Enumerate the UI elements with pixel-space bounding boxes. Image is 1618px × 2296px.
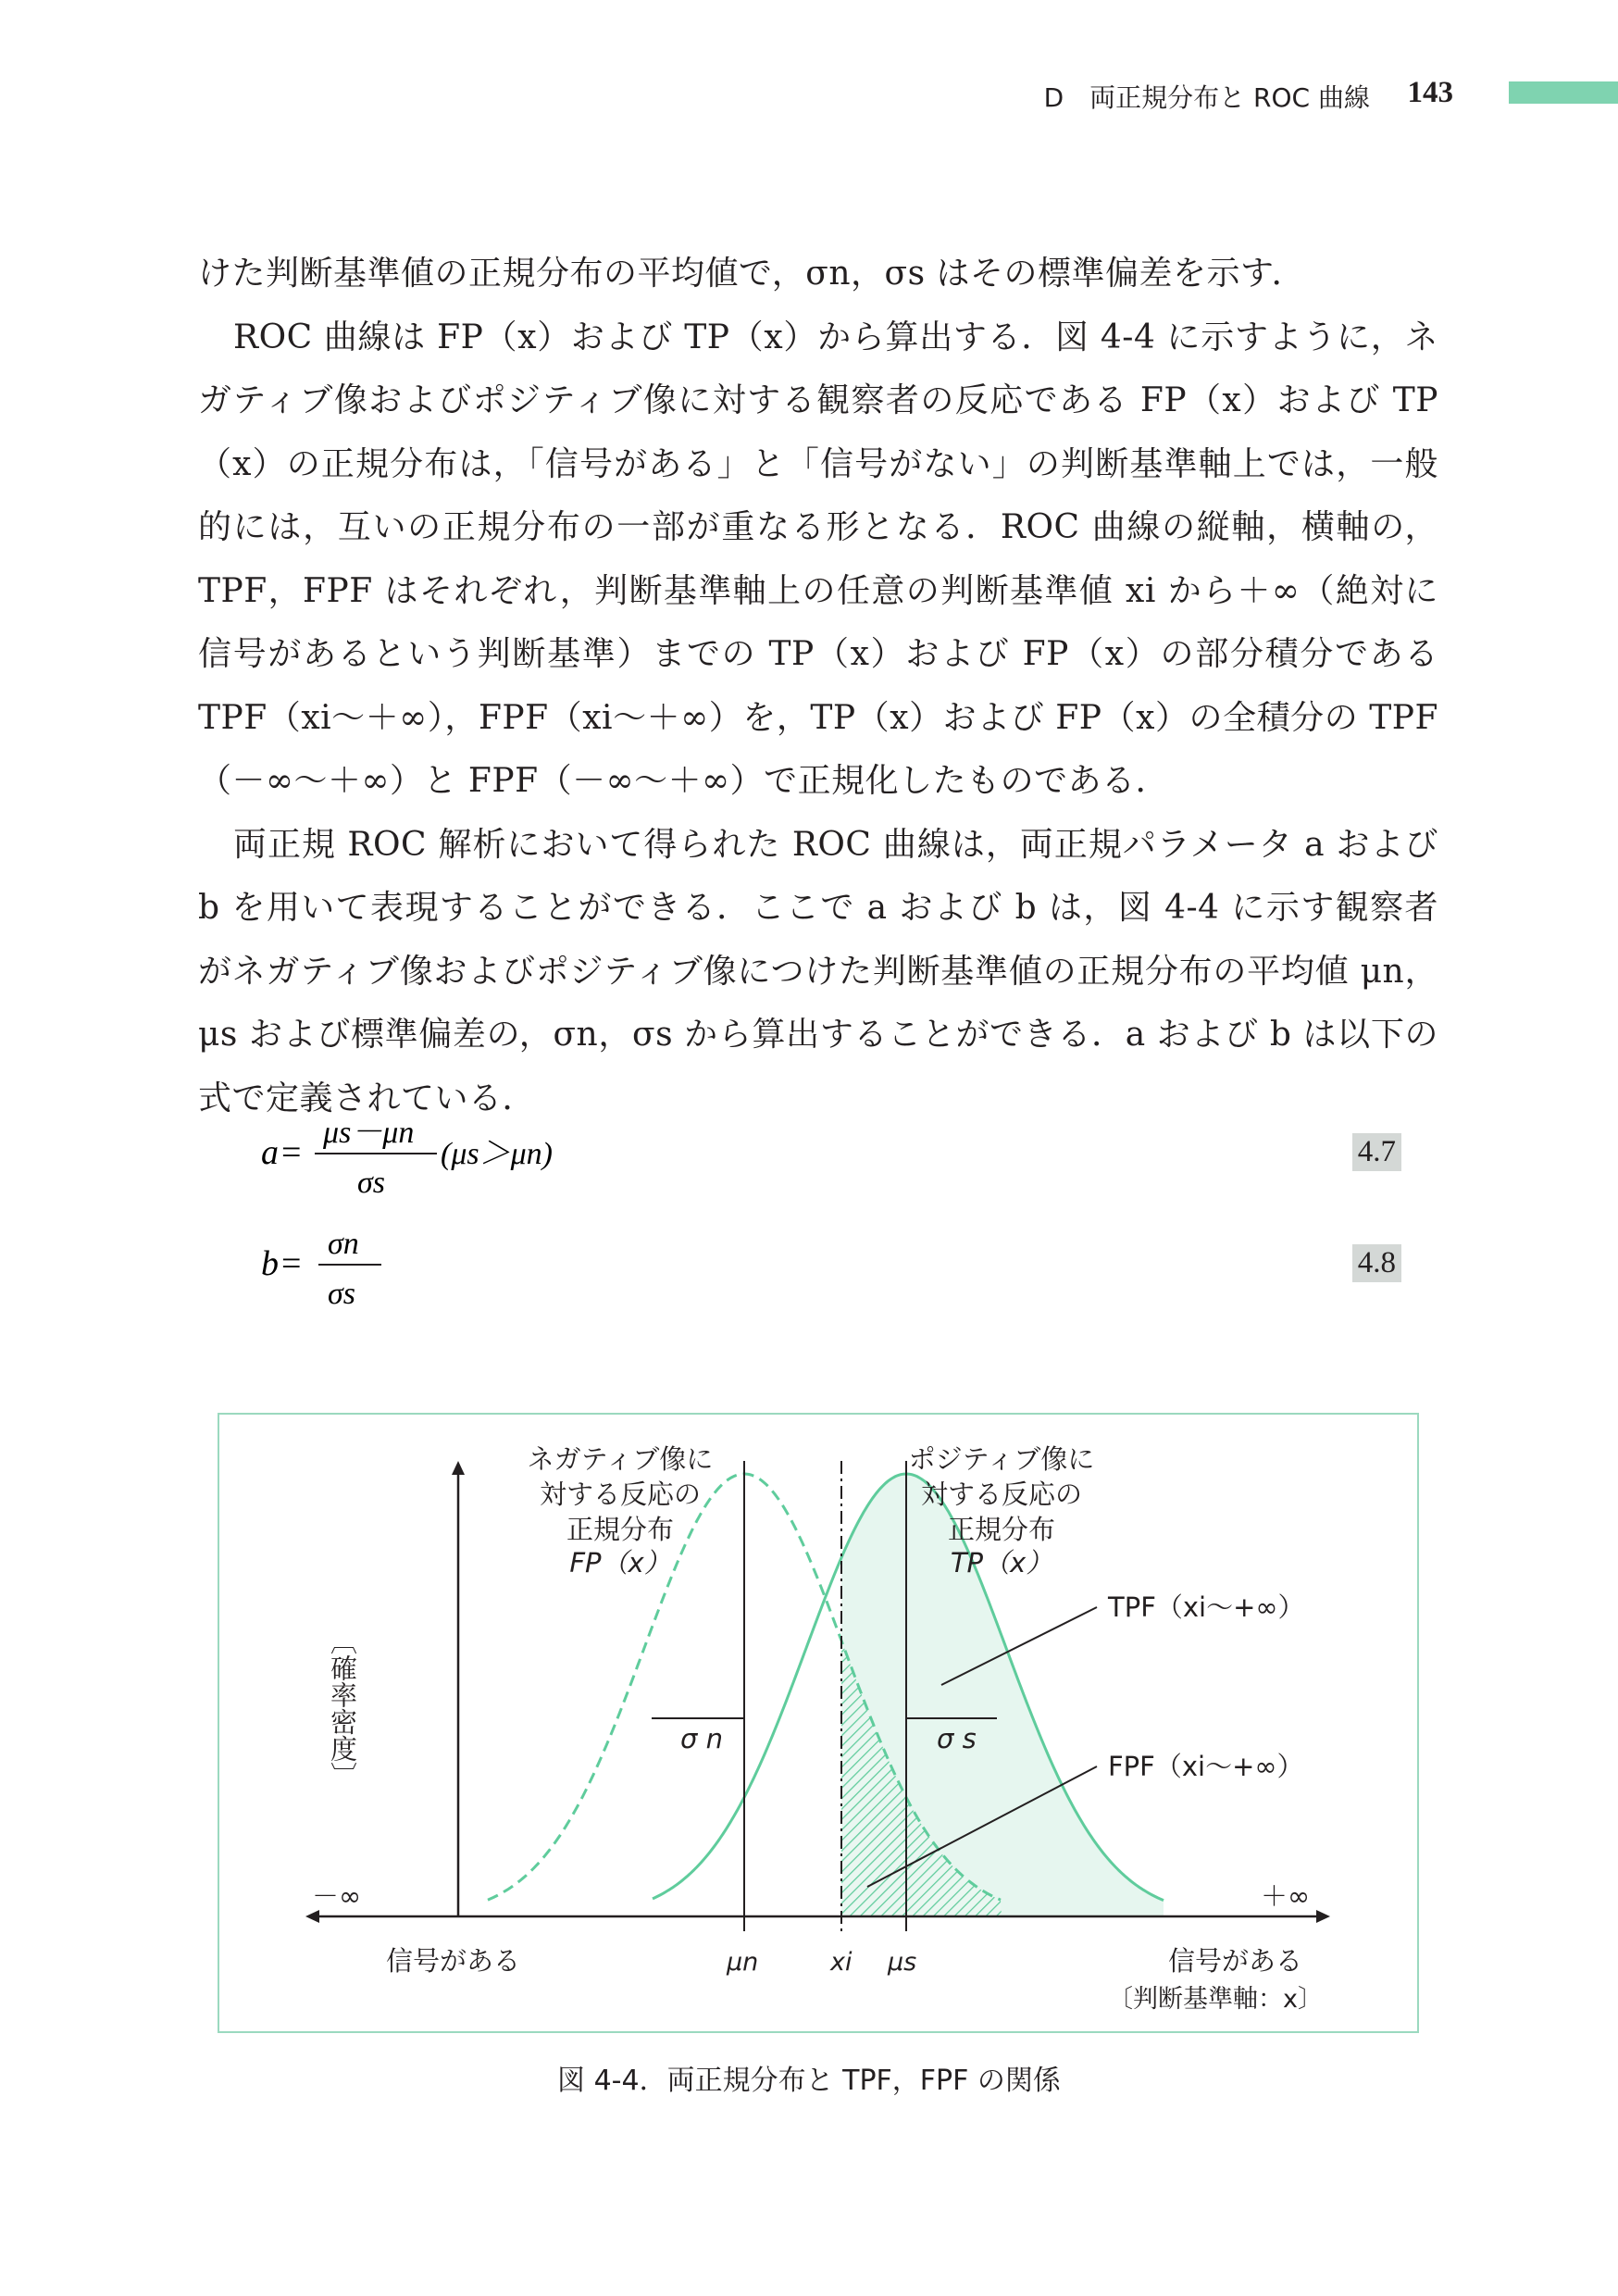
distribution-diagram (219, 1415, 1421, 2035)
eq-equals: = (281, 1133, 302, 1172)
sigma-n-label: σ n (680, 1723, 723, 1754)
xi-label: xi (830, 1948, 853, 1977)
tpf-label: TPF（xi～+∞） (1108, 1591, 1305, 1623)
mu-s-label: μs (888, 1948, 917, 1977)
eq-denominator: σs (357, 1166, 385, 1200)
positive-label-line-2: 対する反応の (920, 1479, 1083, 1510)
running-head-title: D 両正規分布と ROC 曲線 (1043, 82, 1370, 113)
eq-numerator: σn (328, 1227, 359, 1261)
running-head-accent-bar (1509, 81, 1618, 104)
left-axis-label: 信号がある (386, 1945, 521, 1977)
plus-infinity-label: ＋∞ (1261, 1880, 1311, 1912)
negative-label-line-1: ネガティブ像に (527, 1443, 714, 1475)
negative-label-line-4: FP（x） (569, 1547, 671, 1578)
axis-name-label: 〔判断基準軸：x〕 (1108, 1985, 1323, 2014)
y-axis-label: 〔確率密度〕 (327, 1628, 358, 1789)
positive-label-line-1: ポジティブ像に (908, 1443, 1095, 1475)
eq-numerator: μs－μn (323, 1116, 415, 1150)
negative-label-line-2: 対する反応の (539, 1479, 702, 1510)
eq-equals: = (281, 1244, 302, 1283)
eq-lhs: a (261, 1133, 279, 1172)
body-text (198, 243, 1438, 1130)
paragraph-3: 両正規 ROC 解析において得られた ROC 曲線は，両正規パラメータ a および b を用いて表現することができる．ここで a および b は，図 4-4 に示す観察者がネガティブ像およびポジティブ像につけた判断基準値の正規分布の平均値 μn，μs および標準偏差の，σn，σs から算出することができる．a および b は以下の式で定義されている． (198, 825, 1438, 1117)
paragraph-2: ROC 曲線は FP（x）および TP（x）から算出する．図 4-4 に示すように，ネガティブ像およびポジティブ像に対する観察者の反応である FP（x）および TP（x）の正規分布は，「信号がある」と「信号がない」の判断基準軸上では，一般的には，互いの正規分布の一部が重なる形となる．ROC 曲線の縦軸，横軸の，TPF，FPF はそれぞれ，判断基準軸上の任意の判断基準値 xi から＋∞（絶対に信号があるという判断基準）までの TP（x）および FP（x）の部分積分である TPF（xi～＋∞），FPF（xi～＋∞）を，TP（x）および FP（x）の全積分の TPF（－∞～＋∞）と FPF（－∞～＋∞）で正規化したものである． (198, 318, 1439, 800)
equation-number: 4.8 (1352, 1244, 1401, 1282)
equation-4-7-formula (198, 1107, 1031, 1209)
x-axis-right-arrow (1316, 1910, 1330, 1923)
figure-caption: 図 4-4．両正規分布と TPF，FPF の関係 (557, 2065, 1061, 2097)
positive-label-line-3: 正規分布 (947, 1514, 1056, 1545)
eq-denominator: σs (328, 1277, 355, 1311)
right-axis-label: 信号がある (1168, 1945, 1303, 1977)
page-number: 143 (1407, 76, 1453, 109)
y-axis-arrow (452, 1461, 465, 1475)
sigma-s-label: σ s (937, 1723, 977, 1754)
x-axis-left-arrow (305, 1910, 319, 1923)
running-head (1018, 76, 1618, 113)
fpf-label: FPF（xi～+∞） (1108, 1751, 1304, 1782)
minus-infinity-label: －∞ (312, 1880, 362, 1912)
eq-condition: (μs＞μn) (441, 1137, 554, 1171)
eq-lhs: b (261, 1244, 279, 1283)
positive-label-line-4: TP（x） (950, 1547, 1053, 1578)
figure-4-4 (218, 1413, 1419, 2033)
mu-n-label: μn (727, 1948, 759, 1977)
equation-4-8 (198, 1218, 1401, 1320)
paragraph-1: けた判断基準値の正規分布の平均値で，σn，σs はその標準偏差を示す． (198, 255, 1306, 293)
equation-number: 4.7 (1352, 1133, 1401, 1171)
equation-4-8-formula (198, 1218, 1031, 1320)
equation-4-7 (198, 1107, 1401, 1209)
negative-label-line-3: 正規分布 (566, 1514, 675, 1545)
